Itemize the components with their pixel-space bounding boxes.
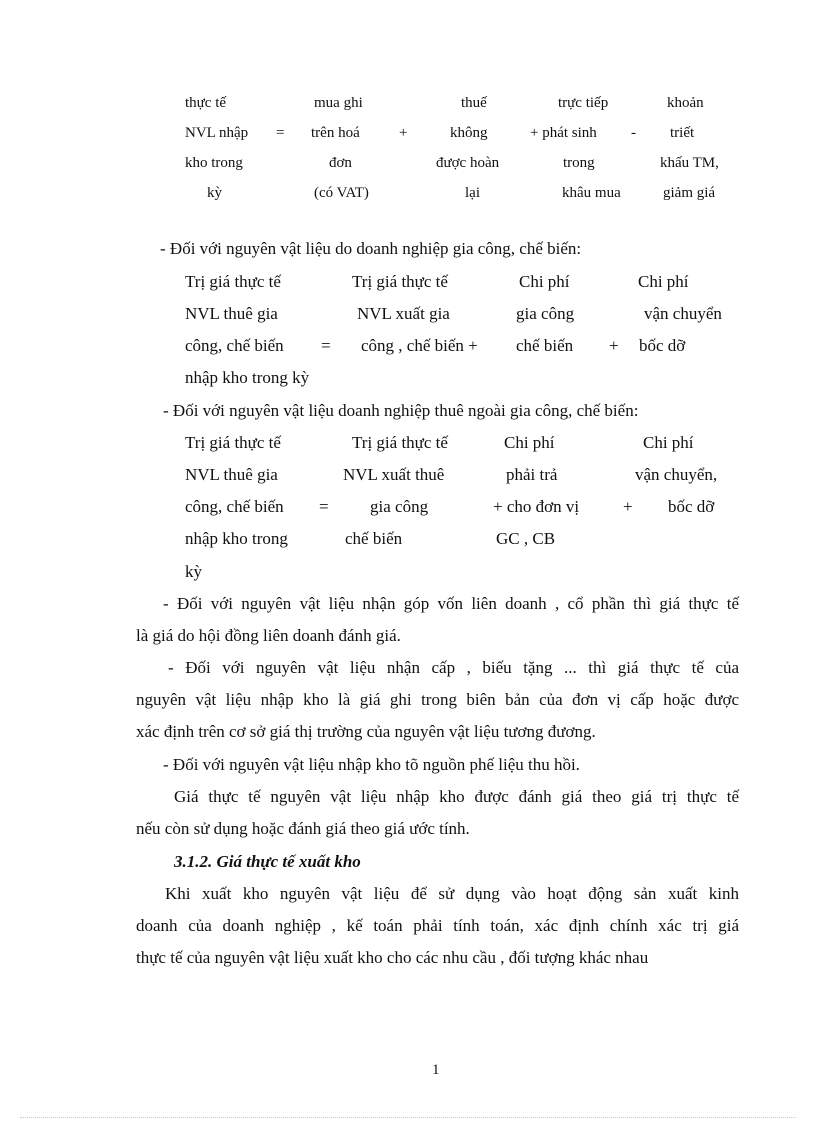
para2-line1: - Đối với nguyên vật liệu nhận cấp , biếu tặng ... thì giá thực tế của [168, 658, 739, 677]
o-col4-line3: bốc dỡ [668, 497, 715, 516]
f1-col5-line1: khoản [667, 95, 704, 111]
p-col2-line2: NVL xuất gia [357, 304, 450, 323]
f1-col5-line4: giảm giá [663, 185, 716, 201]
o-col2-line3: gia công [370, 497, 429, 516]
f1-col2-line4: (có VAT) [314, 185, 369, 201]
para4-line1: Giá thực tế nguyên vật liệu nhập kho được đánh giá theo giá trị thực tế [174, 787, 739, 806]
o-col2-line1: Trị giá thực tế [352, 433, 448, 452]
f1-plus: + [399, 125, 408, 141]
o-col3-line4: GC , CB [496, 529, 556, 548]
f1-minus: - [631, 125, 636, 141]
para2-line2: nguyên vật liệu nhập kho là giá ghi trong biên bản của đơn vị cấp hoặc được [136, 690, 739, 709]
o-col1-line4: nhập kho trong [185, 529, 288, 548]
p-col1-line3: công, chế biến [185, 336, 284, 355]
p-col3-line1: Chi phí [519, 272, 570, 291]
o-col3-line2: phải trả [506, 465, 558, 484]
o-equals: = [319, 497, 329, 516]
para5-line1: Khi xuất kho nguyên vật liệu để sử dụng vào hoạt động sản xuất kinh [165, 884, 739, 903]
f1-col3-line1: thuế [461, 95, 487, 111]
f1-col5-line3: khấu TM, [660, 155, 719, 171]
footer-divider [20, 1117, 796, 1118]
f1-col1-line2: NVL nhập [185, 125, 249, 141]
f1-col2-line3: đơn [329, 155, 352, 171]
para5-line2: doanh của doanh nghiệp , kế toán phải tính toán, xác định chính xác trị giá [136, 916, 739, 935]
o-col1-line2: NVL thuê gia [185, 465, 278, 484]
p-col4-line1: Chi phí [638, 272, 689, 291]
para5-line3: thực tế của nguyên vật liệu xuất kho cho các nhu cầu , đối tượng khác nhau [136, 948, 649, 967]
f1-col1-line3: kho trong [185, 155, 243, 171]
f1-col3-line3: được hoàn [436, 155, 500, 171]
o-plus: + [623, 497, 633, 516]
p-col4-line3: bốc dỡ [639, 336, 686, 355]
p-col2-line3: công , chế biến + [361, 336, 478, 355]
o-col4-line1: Chi phí [643, 433, 694, 452]
f1-col5-line2: triết [670, 125, 695, 141]
para2-line3: xác định trên cơ sở giá thị trường của nguyên vật liệu tương đương. [136, 722, 596, 741]
p-col3-line2: gia công [516, 304, 575, 323]
o-col1-line3: công, chế biến [185, 497, 284, 516]
processing-intro: - Đối với nguyên vật liệu do doanh nghiệp gia công, chế biến: [160, 239, 582, 258]
f1-col4-line1: trực tiếp [558, 95, 609, 111]
f1-col2-line1: mua ghi [314, 95, 363, 111]
page-number: 1 [432, 1062, 440, 1078]
o-col3-line1: Chi phí [504, 433, 555, 452]
f1-col4-line2: + phát sinh [530, 125, 597, 141]
o-col4-line2: vận chuyển, [635, 465, 718, 484]
outsourced-intro: - Đối với nguyên vật liệu doanh nghiệp thuê ngoài gia công, chế biến: [163, 401, 639, 420]
o-col2-line4: chế biến [345, 529, 403, 548]
p-col1-line1: Trị giá thực tế [185, 272, 281, 291]
f1-col4-line4: khâu mua [562, 185, 621, 201]
p-equals: = [321, 336, 331, 355]
f1-col1-line4: kỳ [207, 185, 222, 201]
o-col3-line3: + cho đơn vị [493, 497, 580, 516]
f1-equals: = [276, 125, 285, 141]
para1-line1: - Đối với nguyên vật liệu nhận góp vốn liên doanh , cổ phần thì giá thực tế [163, 594, 739, 613]
section-heading-3-1-2: 3.1.2. Giá thực tế xuất kho [174, 852, 361, 871]
f1-col2-line2: trên hoá [311, 125, 360, 141]
para1-line2: là giá do hội đồng liên doanh đánh giá. [136, 626, 401, 645]
p-col3-line3: chế biến [516, 336, 574, 355]
p-col2-line1: Trị giá thực tế [352, 272, 448, 291]
o-col2-line2: NVL xuất thuê [343, 465, 445, 484]
para4-line2: nếu còn sử dụng hoặc đánh giá theo giá ước tính. [136, 819, 470, 838]
para3-line1: - Đối với nguyên vật liệu nhập kho tõ nguồn phế liệu thu hồi. [163, 755, 580, 774]
p-col1-line4: nhập kho trong kỳ [185, 368, 310, 387]
o-col1-line1: Trị giá thực tế [185, 433, 281, 452]
f1-col3-line4: lại [465, 185, 480, 201]
p-col4-line2: vận chuyển [644, 304, 722, 323]
f1-col4-line3: trong [563, 155, 595, 171]
f1-col3-line2: không [450, 125, 488, 141]
o-col1-line5: kỳ [185, 562, 202, 581]
f1-col1-line1: thực tế [185, 95, 227, 111]
p-plus: + [609, 336, 619, 355]
p-col1-line2: NVL thuê gia [185, 304, 278, 323]
